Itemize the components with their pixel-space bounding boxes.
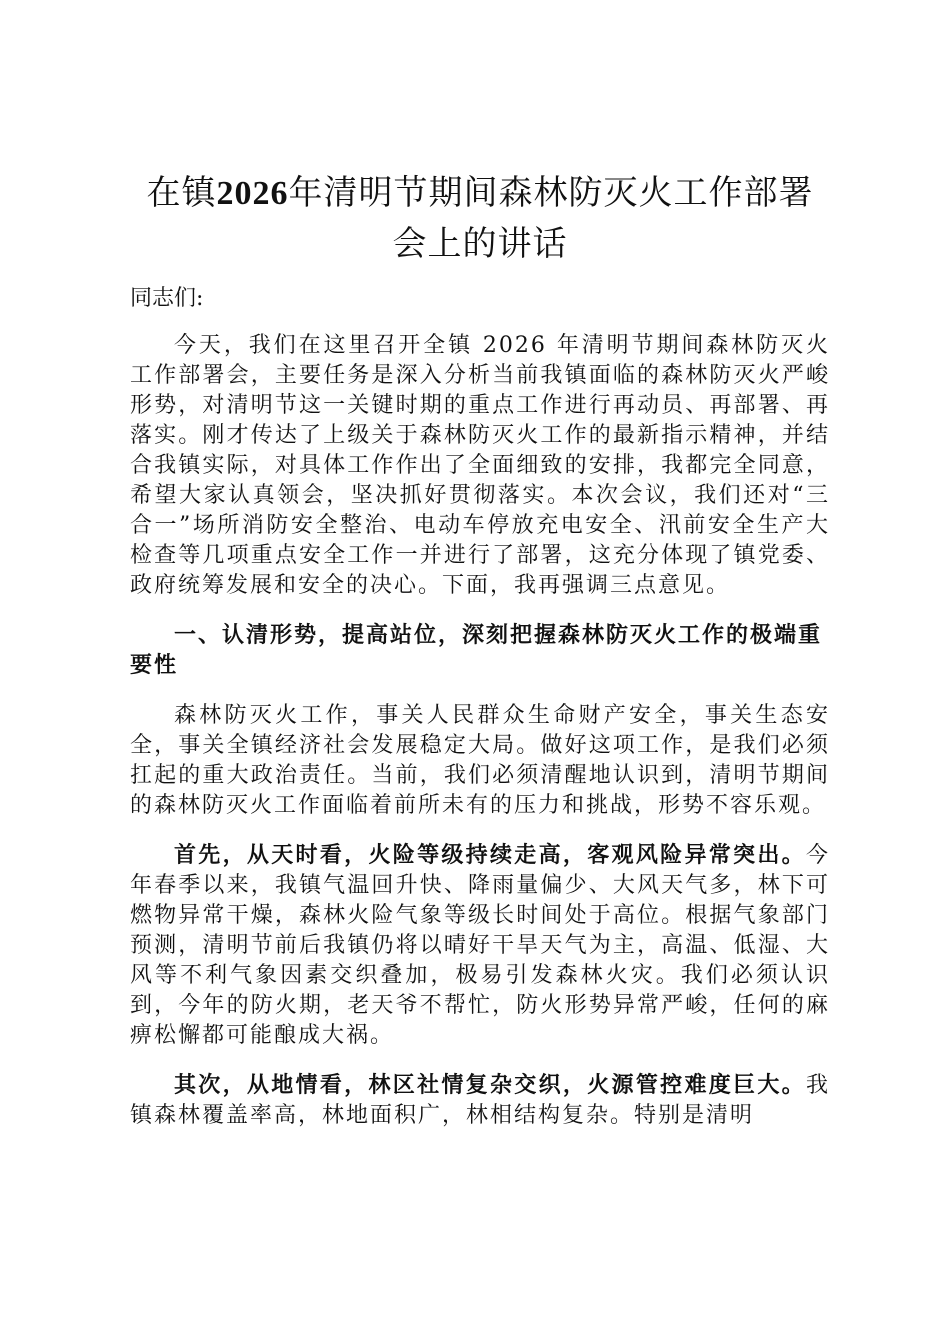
point-2-paragraph (130, 1071, 830, 1131)
title-suffix: 年清明节期间森林防灭火工作部署 (288, 173, 814, 213)
section-1-paragraph: 森林防灭火工作，事关人民群众生命财产安全，事关生态安全，事关全镇经济社会发展稳定大局。做好这项工作，是我们必须扛起的重大政治责任。当前，我们必须清醒地认识到，清明节期间的森林防灭火工作面临着前所未有的压力和挑战，形势不容乐观。 (130, 703, 830, 818)
point-1-body: 今年春季以来，我镇气温回升快、降雨量偏少、大风天气多，林下可燃物异常干燥，森林火险气象等级长时间处于高位。根据气象部门预测，清明节前后我镇仍将以晴好干旱天气为主，高温、低湿、大风等不利气象因素交织叠加，极易引发森林火灾。我们必须认识到，今年的防火期，老天爷不帮忙，防火形势异常严峻，任何的麻痹松懈都可能酿成大祸。 (130, 843, 830, 1048)
section-1-heading: 一、认清形势，提高站位，深刻把握森林防灭火工作的极端重要性 (130, 623, 823, 678)
title-year: 2026 (216, 175, 289, 212)
document-title (130, 168, 830, 269)
intro-paragraph: 今天，我们在这里召开全镇 2026 年清明节期间森林防灭火工作部署会，主要任务是深入分析当前我镇面临的森林防灭火严峻形势，对清明节这一关键时期的重点工作进行再动员、再部署、再落实。刚才传达了上级关于森林防灭火工作的最新指示精神，并结合我镇实际，对具体工作作出了全面细致的安排，我都完全同意，希望大家认真领会，坚决抓好贯彻落实。本次会议，我们还对“三合一”场所消防安全整治、电动车停放充电安全、汛前安全生产大检查等几项重点安全工作一并进行了部署，这充分体现了镇党委、政府统筹发展和安全的决心。下面，我再强调三点意见。 (130, 333, 830, 598)
point-2-lead: 其次，从地情看，林区社情复杂交织，火源管控难度巨大。 (174, 1073, 806, 1098)
point-1-paragraph (130, 841, 830, 1051)
point-1-lead: 首先，从天时看，火险等级持续走高，客观风险异常突出。 (174, 843, 806, 868)
title-prefix: 在镇 (146, 173, 217, 213)
point-2-body: 我镇森林覆盖率高，林地面积广，林相结构复杂。特别是清明 (130, 1073, 830, 1128)
title-line2: 会上的讲话 (392, 224, 568, 264)
salutation: 同志们: (130, 286, 204, 311)
document-page (130, 168, 830, 1151)
